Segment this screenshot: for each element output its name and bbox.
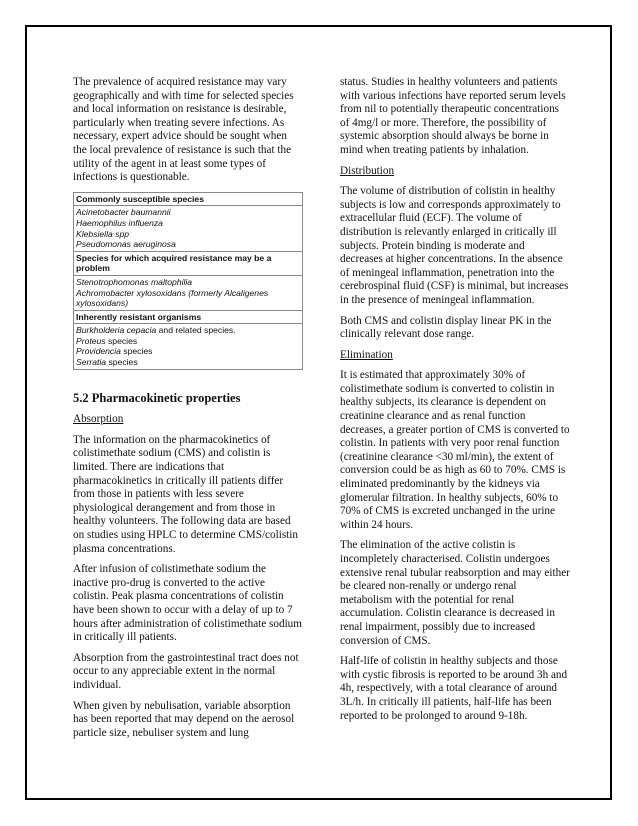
- species-suffix: species: [120, 346, 153, 357]
- species-name: Acinetobacter baumannii: [76, 207, 171, 218]
- body-paragraph: It is estimated that approximately 30% of colistimethate sodium is converted to colistin in healthy subjects, its clearance is dependent on creatinine clearance and as renal function decreases, a greater portion of CMS is converted to colistin. In patients with very poor renal function (creatinine clearance <30 ml/min), the extent of conversion could be as high as 60 to 70%. CMS is eliminated predominantly by the kidneys via glomerular filtration. In healthy subjects, 60% to 70% of CMS is excreted unchanged in the urine within 24 hours.: [340, 369, 570, 531]
- section-heading: 5.2 Pharmacokinetic properties: [73, 390, 241, 405]
- species-suffix: species: [106, 357, 138, 368]
- left-column: [73, 76, 303, 747]
- species-name: Klebsiella spp: [76, 228, 130, 239]
- species-name: Serratia: [76, 357, 107, 368]
- species-name: Pseudomonas aeruginosa: [76, 239, 176, 250]
- body-paragraph: The volume of distribution of colistin in healthy subjects is low and corresponds approximately to extracellular fluid (ECF). The volume of distribution is relevantly enlarged in critically ill subjects. Protein binding is moderate and decreases at higher concentrations. In the absence of meningeal inflammation, penetration into the cerebrospinal fluid (CSF) is minimal, but increases in the presence of meningeal inflammation.: [340, 185, 569, 306]
- species-name: Haemophilus influenza: [76, 217, 163, 228]
- table-cell-susceptible: [74, 206, 303, 251]
- table-header-acquired: Species for which acquired resistance may be a problem: [74, 251, 303, 275]
- table-header-susceptible: Commonly susceptible species: [74, 192, 303, 206]
- distribution-heading: Distribution: [340, 164, 395, 177]
- body-paragraph: The elimination of the active colistin is incompletely characterised. Colistin undergoes extensive renal tubular reabsorption and may either be cleared non-renally or undergo renal metabolism with the potential for renal accumulation. Colistin clearance is decreased in renal impairment, possibly due to increased conversion of CMS.: [340, 539, 570, 647]
- body-paragraph: status. Studies in healthy volunteers and patients with various infections have reported serum levels from nil to potentially therapeutic concentrations of 4mg/l or more. Therefore, the possibility of systemic absorption should always be borne in mind when treating patients by inhalation.: [340, 76, 566, 156]
- absorption-heading: Absorption: [73, 413, 124, 426]
- species-row: [76, 346, 300, 357]
- body-paragraph: When given by nebulisation, variable absorption has been reported that may depend on the aerosol particle size, nebuliser system and lung: [73, 699, 295, 739]
- species-name: Burkholderia cepacia: [76, 325, 157, 336]
- species-row: [76, 325, 300, 336]
- elimination-heading: Elimination: [340, 348, 393, 361]
- body-paragraph: Both CMS and colistin display linear PK in the clinically relevant dose range.: [340, 314, 552, 341]
- intro-paragraph: The prevalence of acquired resistance may vary geographically and with time for selected species and local information on resistance is desirable, particularly when treating severe infections. As necessary, expert advice should be sought when the local prevalence of resistance is such that the utility of the agent in at least some types of infections is questionable.: [73, 76, 294, 184]
- species-row: [76, 336, 300, 347]
- species-name: Proteus: [76, 335, 106, 346]
- table-cell-resistant: [74, 324, 303, 369]
- species-suffix: species: [105, 335, 138, 346]
- body-paragraph: After infusion of colistimethate sodium the inactive pro-drug is converted to the active colistin. Peak plasma concentrations of colistin have been shown to occur with a delay of up to 7 hours after administration of colistimethate sodium in critically ill patients.: [73, 563, 302, 644]
- table-header-resistant: Inherently resistant organisms: [74, 310, 303, 324]
- species-name: Providencia: [76, 346, 121, 357]
- susceptibility-table: [73, 192, 303, 370]
- body-paragraph: Absorption from the gastrointestinal tract does not occur to any appreciable extent in the normal individual.: [73, 651, 299, 691]
- body-paragraph: Half-life of colistin in healthy subjects and those with cystic fibrosis is reported to be around 3h and 4h, respectively, with a total clearance of around 3L/h. In critically ill patients, half-life has been reported to be prolonged to around 9-18h.: [340, 655, 568, 722]
- table-cell-acquired: [74, 275, 303, 310]
- body-paragraph: The information on the pharmacokinetics of colistimethate sodium (CMS) and colistin is limited. There are indications that pharmacokinetics in critically ill patients differ from those in patients with less severe physiological derangement and from those in healthy volunteers. The following data are based on studies using HPLC to determine CMS/colistin plasma concentrations.: [73, 433, 298, 555]
- species-row: [76, 357, 300, 368]
- species-note: and related species.: [156, 325, 236, 336]
- species-name: Stenotrophomonas maltophilia: [76, 276, 193, 287]
- species-name: Achromobacter xylosoxidans (formerly Alcaligenes xylosoxidans): [76, 287, 269, 309]
- right-column: [340, 76, 570, 730]
